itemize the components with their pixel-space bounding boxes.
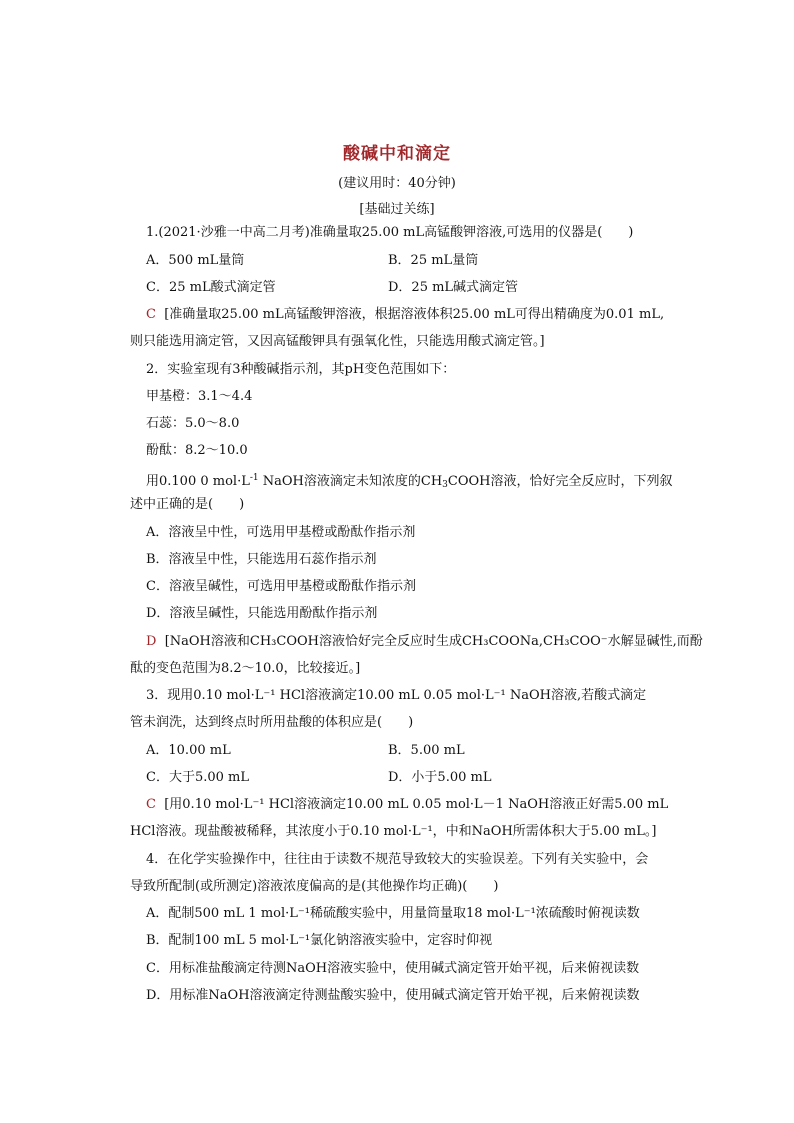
q3-explanation-line1	[146, 796, 668, 814]
q4-option-a: A．配制500 mL 1 mol·L⁻¹稀硫酸实验中，用量筒量取18 mol·L⁻¹浓硫酸时俯视读数	[146, 906, 640, 921]
q1-explanation-line2: 则只能选用滴定管，又因高锰酸钾具有强氧化性，只能选用酸式滴定管。]	[130, 334, 545, 349]
q4-option-d: D．用标准NaOH溶液滴定待测盐酸实验中，使用碱式滴定管开始平视，后来俯视读数	[146, 988, 640, 1003]
q4-stem-line1: 4．在化学实验操作中，往往由于读数不规范导致较大的实验误差。下列有关实验中，会	[146, 852, 649, 867]
q3-option-a: A．10.00 mL	[146, 743, 231, 758]
q1-option-a: A．500 mL量筒	[146, 253, 245, 268]
q2-explanation-text1: [NaOH溶液和CH₃COOH溶液恰好完全反应时生成CH₃COONa,CH₃COO⁻水解显碱性,而酚	[164, 634, 703, 649]
q2-explanation-line1	[146, 633, 703, 651]
q1-option-c: C．25 mL酸式滴定管	[146, 280, 276, 295]
q2-indicator-methyl-orange: 甲基橙：3.1～4.4	[146, 389, 253, 404]
q2-answer: D	[146, 634, 157, 649]
q2-option-c: C．溶液呈碱性，可选用甲基橙或酚酞作指示剂	[146, 579, 416, 594]
q2-body-part-a: 用0.100 0 mol·L	[146, 474, 250, 489]
q2-indicator-phenolphthalein: 酚酞：8.2～10.0	[146, 443, 248, 458]
q2-body-sub: 3	[442, 480, 448, 490]
q2-body-part-b: NaOH溶液滴定未知浓度的CH	[258, 474, 443, 489]
q2-option-b: B．溶液呈中性，只能选用石蕊作指示剂	[146, 552, 377, 567]
q3-stem-line1: 3．现用0.10 mol·L⁻¹ HCl溶液滴定10.00 mL 0.05 mol·L⁻¹ NaOH溶液,若酸式滴定	[146, 688, 647, 703]
q3-stem-line2: 管未润洗，达到终点时所用盐酸的体积应是( )	[130, 715, 414, 730]
q2-body-sup: -1	[249, 473, 259, 483]
q4-stem-line2: 导致所配制(或所测定)溶液浓度偏高的是(其他操作均正确)( )	[130, 879, 499, 894]
q1-explanation-text1: [准确量取25.00 mL高锰酸钾溶液，根据溶液体积25.00 mL可得出精确度为0.01 mL,	[164, 307, 665, 322]
q2-explanation-line2: 酞的变色范围为8.2～10.0，比较接近。]	[130, 661, 361, 676]
q2-stem: 2．实验室现有3种酸碱指示剂，其pH变色范围如下：	[146, 362, 456, 377]
q3-answer: C	[146, 797, 156, 812]
q1-explanation-line1	[146, 306, 664, 324]
q2-option-d: D．溶液呈碱性，只能选用酚酞作指示剂	[146, 606, 378, 621]
q3-option-d: D．小于5.00 mL	[388, 770, 492, 785]
q1-option-d: D．25 mL碱式滴定管	[388, 280, 519, 295]
q4-option-b: B．配制100 mL 5 mol·L⁻¹氯化钠溶液实验中，定容时仰视	[146, 933, 493, 948]
q4-option-c: C．用标准盐酸滴定待测NaOH溶液实验中，使用碱式滴定管开始平视，后来俯视读数	[146, 961, 640, 976]
time-note: (建议用时：40分钟)	[338, 176, 456, 191]
q3-option-c: C．大于5.00 mL	[146, 770, 249, 785]
q2-indicator-litmus: 石蕊：5.0～8.0	[146, 416, 240, 431]
page-title: 酸碱中和滴定	[343, 144, 451, 164]
q1-option-b: B．25 mL量筒	[388, 253, 479, 268]
q2-body-part-c: COOH溶液，恰好完全反应时，下列叙	[447, 474, 673, 489]
q2-body-line2: 述中正确的是( )	[130, 497, 245, 512]
q3-explanation-text1: [用0.10 mol·L⁻¹ HCl溶液滴定10.00 mL 0.05 mol·L－1 NaOH溶液正好需5.00 mL	[164, 797, 669, 812]
q2-option-a: A．溶液呈中性，可选用甲基橙或酚酞作指示剂	[146, 525, 416, 540]
q3-option-b: B．5.00 mL	[388, 743, 465, 758]
q2-body-line1	[146, 469, 673, 494]
q1-stem: 1.(2021·沙雅一中高二月考)准确量取25.00 mL高锰酸钾溶液,可选用的仪器是( )	[146, 225, 634, 240]
q1-answer: C	[146, 307, 156, 322]
q3-explanation-line2: HCl溶液。现盐酸被稀释，其浓度小于0.10 mol·L⁻¹，中和NaOH所需体积大于5.00 mL。]	[130, 824, 657, 839]
section-heading: [基础过关练]	[359, 202, 435, 217]
